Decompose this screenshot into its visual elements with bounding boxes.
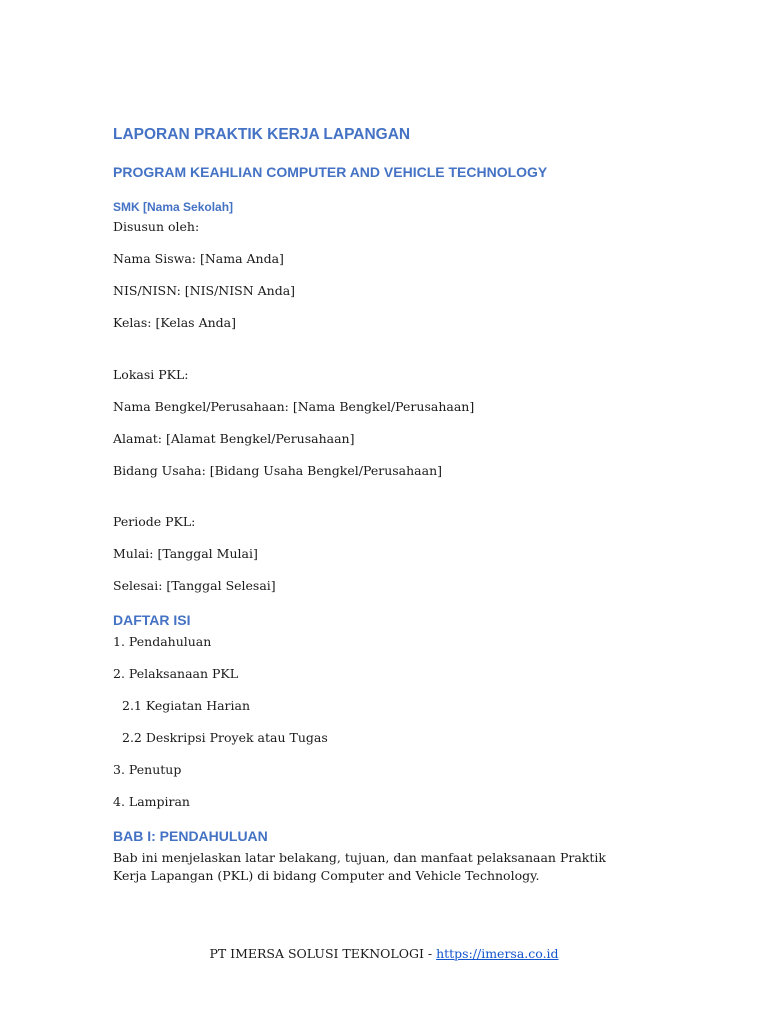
location-heading: Lokasi PKL:	[113, 367, 189, 382]
chapter1-heading: BAB I: PENDAHULUAN	[113, 828, 268, 844]
toc-subitem: 2.1 Kegiatan Harian	[122, 698, 251, 713]
toc-subitem: 2.2 Deskripsi Proyek atau Tugas	[122, 730, 328, 745]
business-field: Bidang Usaha: [Bidang Usaha Bengkel/Perusahaan]	[113, 463, 443, 478]
footer-link[interactable]: https://imersa.co.id	[436, 946, 559, 961]
footer-company: PT IMERSA SOLUSI TEKNOLOGI -	[209, 946, 437, 961]
student-id: NIS/NISN: [NIS/NISN Anda]	[113, 283, 296, 298]
company-name: Nama Bengkel/Perusahaan: [Nama Bengkel/Perusahaan]	[113, 399, 475, 414]
page-footer	[0, 946, 768, 961]
end-date: Selesai: [Tanggal Selesai]	[113, 578, 276, 593]
company-address: Alamat: [Alamat Bengkel/Perusahaan]	[113, 431, 355, 446]
school-name: SMK [Nama Sekolah]	[113, 200, 234, 214]
student-name: Nama Siswa: [Nama Anda]	[113, 251, 284, 266]
report-title: LAPORAN PRAKTIK KERJA LAPANGAN	[113, 126, 411, 143]
toc-item: 4. Lampiran	[113, 794, 190, 809]
chapter1-paragraph: Bab ini menjelaskan latar belakang, tujuan, dan manfaat pelaksanaan Praktik Kerja Lapangan (PKL) di bidang Computer and Vehicle Technology.	[113, 850, 606, 883]
prepared-by-label: Disusun oleh:	[113, 219, 200, 234]
program-subtitle: PROGRAM KEAHLIAN COMPUTER AND VEHICLE TECHNOLOGY	[113, 164, 548, 180]
toc-item: 2. Pelaksanaan PKL	[113, 666, 239, 681]
toc-heading: DAFTAR ISI	[113, 612, 191, 628]
toc-item: 1. Pendahuluan	[113, 634, 212, 649]
student-class: Kelas: [Kelas Anda]	[113, 315, 236, 330]
period-heading: Periode PKL:	[113, 514, 196, 529]
toc-item: 3. Penutup	[113, 762, 182, 777]
start-date: Mulai: [Tanggal Mulai]	[113, 546, 258, 561]
